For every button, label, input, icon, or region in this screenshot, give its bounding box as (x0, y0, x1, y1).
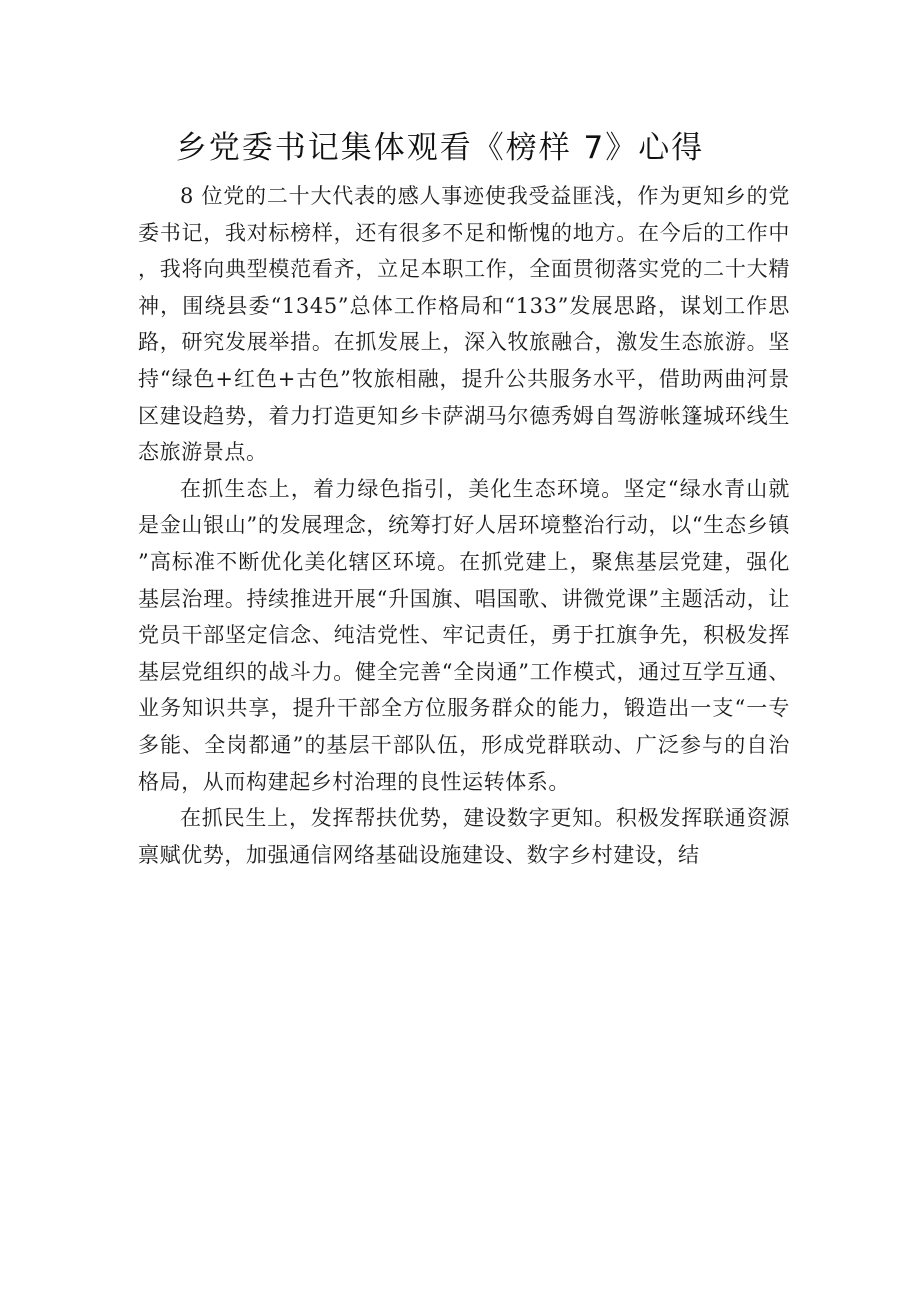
body-paragraph: 在抓民生上，发挥帮扶优势，建设数字更知。积极发挥联通资源禀赋优势，加强通信网络基础设施建设、数字乡村建设，结 (138, 806, 790, 867)
document-title: 乡党委书记集体观看《榜样 7》心得 (175, 130, 705, 166)
body-paragraph: 8 位党的二十大代表的感人事迹使我受益匪浅，作为更知乡的党委书记，我对标榜样，还有很多不足和惭愧的地方。在今后的工作中，我将向典型模范看齐，立足本职工作，全面贯彻落实党的二十大精神，围绕县委“1345”总体工作格局和“133”发展思路，谋划工作思路，研究发展举措。在抓发展上，深入牧旅融合，激发生态旅游。坚持“绿色+红色+古色”牧旅相融，提升公共服务水平，借助两曲河景区建设趋势，着力打造更知乡卡萨湖马尔德秀姆自驾游帐篷城环线生态旅游景点。 (138, 184, 790, 465)
body-paragraph: 在抓生态上，着力绿色指引，美化生态环境。坚定“绿水青山就是金山银山”的发展理念，统筹打好人居环境整治行动，以“生态乡镇”高标准不断优化美化辖区环境。在抓党建上，聚焦基层党建，强化基层治理。持续推进开展“升国旗、唱国歌、讲微党课”主题活动，让党员干部坚定信念、纯洁党性、牢记责任，勇于扛旗争先，积极发挥基层党组织的战斗力。健全完善“全岗通”工作模式，通过互学互通、业务知识共享，提升干部全方位服务群众的能力，锻造出一支“一专多能、全岗都通”的基层干部队伍，形成党群联动、广泛参与的自治格局，从而构建起乡村治理的良性运转体系。 (138, 476, 790, 794)
document-body (138, 178, 790, 873)
